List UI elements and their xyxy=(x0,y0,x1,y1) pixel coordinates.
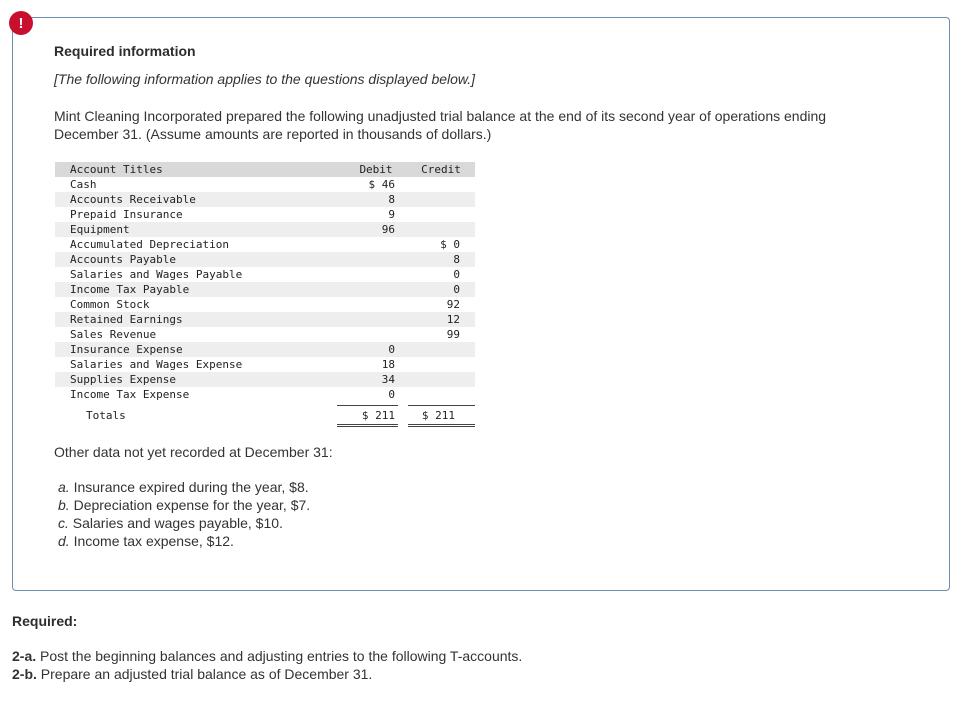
total-debit: $ 211 xyxy=(345,405,395,427)
debit-amount xyxy=(345,327,395,342)
account-title: Supplies Expense xyxy=(70,373,176,386)
credit-amount: 12 xyxy=(446,313,460,326)
requirement-text: Post the beginning balances and adjusting entries to the following T-accounts. xyxy=(40,648,523,664)
credit-amount: 8 xyxy=(453,253,460,266)
table-row xyxy=(55,222,475,237)
debit-amount: 9 xyxy=(388,208,395,221)
list-item xyxy=(12,647,522,665)
debit-amount: 18 xyxy=(381,358,395,371)
table-row xyxy=(55,177,475,192)
totals-label: Totals xyxy=(86,409,126,422)
account-title: Retained Earnings xyxy=(70,313,183,326)
debit-amount: 96 xyxy=(381,223,395,236)
credit-amount xyxy=(395,357,475,372)
account-title: Sales Revenue xyxy=(70,328,157,341)
column-header-credit: Credit xyxy=(421,163,461,176)
debit-amount: 0 xyxy=(388,343,395,356)
credit-amount: 92 xyxy=(446,298,460,311)
list-item xyxy=(58,478,310,496)
other-data-heading: Other data not yet recorded at December 31: xyxy=(54,444,333,460)
table-row xyxy=(55,297,475,312)
table-row xyxy=(55,357,475,372)
account-title: Accounts Payable xyxy=(70,253,176,266)
required-information-title: Required information xyxy=(54,43,196,59)
item-letter: b. xyxy=(58,497,70,513)
debit-amount: 8 xyxy=(388,193,395,206)
required-list xyxy=(12,647,522,683)
list-item xyxy=(58,514,310,532)
debit-amount: 0 xyxy=(388,388,395,401)
table-row xyxy=(55,342,475,357)
credit-amount: 0 xyxy=(453,268,460,281)
credit-amount xyxy=(395,192,475,207)
credit-amount xyxy=(395,387,475,402)
debit-amount xyxy=(345,237,395,252)
account-title: Cash xyxy=(70,178,97,191)
credit-amount xyxy=(395,222,475,237)
column-header-debit: Debit xyxy=(359,163,393,176)
table-header-row xyxy=(55,162,475,177)
debit-amount: $ 46 xyxy=(368,178,395,191)
required-title: Required: xyxy=(12,613,78,629)
account-title: Accounts Receivable xyxy=(70,193,196,206)
requirement-tag: 2-a. xyxy=(12,648,37,664)
debit-amount xyxy=(345,312,395,327)
debit-amount xyxy=(345,297,395,312)
list-item xyxy=(12,665,522,683)
account-title: Income Tax Payable xyxy=(70,283,190,296)
item-text: Depreciation expense for the year, $7. xyxy=(73,497,311,513)
table-row xyxy=(55,282,475,297)
credit-amount xyxy=(395,207,475,222)
table-row xyxy=(55,327,475,342)
account-title: Prepaid Insurance xyxy=(70,208,183,221)
table-row xyxy=(55,267,475,282)
table-row xyxy=(55,192,475,207)
account-title: Salaries and Wages Expense xyxy=(70,358,243,371)
account-title: Income Tax Expense xyxy=(70,388,190,401)
list-item xyxy=(58,532,310,550)
other-data-list xyxy=(58,478,310,550)
account-title: Equipment xyxy=(70,223,130,236)
credit-amount: $ 0 xyxy=(440,238,460,251)
debit-amount xyxy=(345,252,395,267)
debit-amount xyxy=(345,282,395,297)
applies-note: [The following information applies to the questions displayed below.] xyxy=(54,71,476,87)
table-row xyxy=(55,207,475,222)
item-letter: d. xyxy=(58,533,70,549)
item-text: Salaries and wages payable, $10. xyxy=(72,515,283,531)
intro-paragraph: Mint Cleaning Incorporated prepared the following unadjusted trial balance at the end of its second year of operations ending December 31. (Assume amounts are reported in thousands of dollars.) xyxy=(54,108,827,142)
list-item xyxy=(58,496,310,514)
credit-amount xyxy=(395,177,475,192)
account-title: Insurance Expense xyxy=(70,343,183,356)
table-row xyxy=(55,387,475,402)
table-row xyxy=(55,237,475,252)
account-title: Salaries and Wages Payable xyxy=(70,268,243,281)
item-letter: c. xyxy=(58,515,69,531)
account-title: Common Stock xyxy=(70,298,150,311)
debit-amount: 34 xyxy=(381,373,395,386)
item-letter: a. xyxy=(58,479,70,495)
table-row xyxy=(55,312,475,327)
credit-amount xyxy=(395,342,475,357)
item-text: Insurance expired during the year, $8. xyxy=(73,479,309,495)
totals-row xyxy=(55,405,475,427)
requirement-tag: 2-b. xyxy=(12,666,37,682)
account-title: Accumulated Depreciation xyxy=(70,238,229,251)
column-header-account-titles: Account Titles xyxy=(70,163,163,176)
debit-amount xyxy=(345,267,395,282)
credit-amount: 99 xyxy=(446,328,460,341)
table-row xyxy=(55,372,475,387)
credit-amount xyxy=(395,372,475,387)
credit-amount: 0 xyxy=(453,283,460,296)
requirement-text: Prepare an adjusted trial balance as of December 31. xyxy=(40,666,373,682)
alert-icon: ! xyxy=(9,11,33,35)
total-credit: $ 211 xyxy=(395,405,475,427)
table-row xyxy=(55,252,475,267)
item-text: Income tax expense, $12. xyxy=(73,533,234,549)
trial-balance-table xyxy=(55,162,475,427)
